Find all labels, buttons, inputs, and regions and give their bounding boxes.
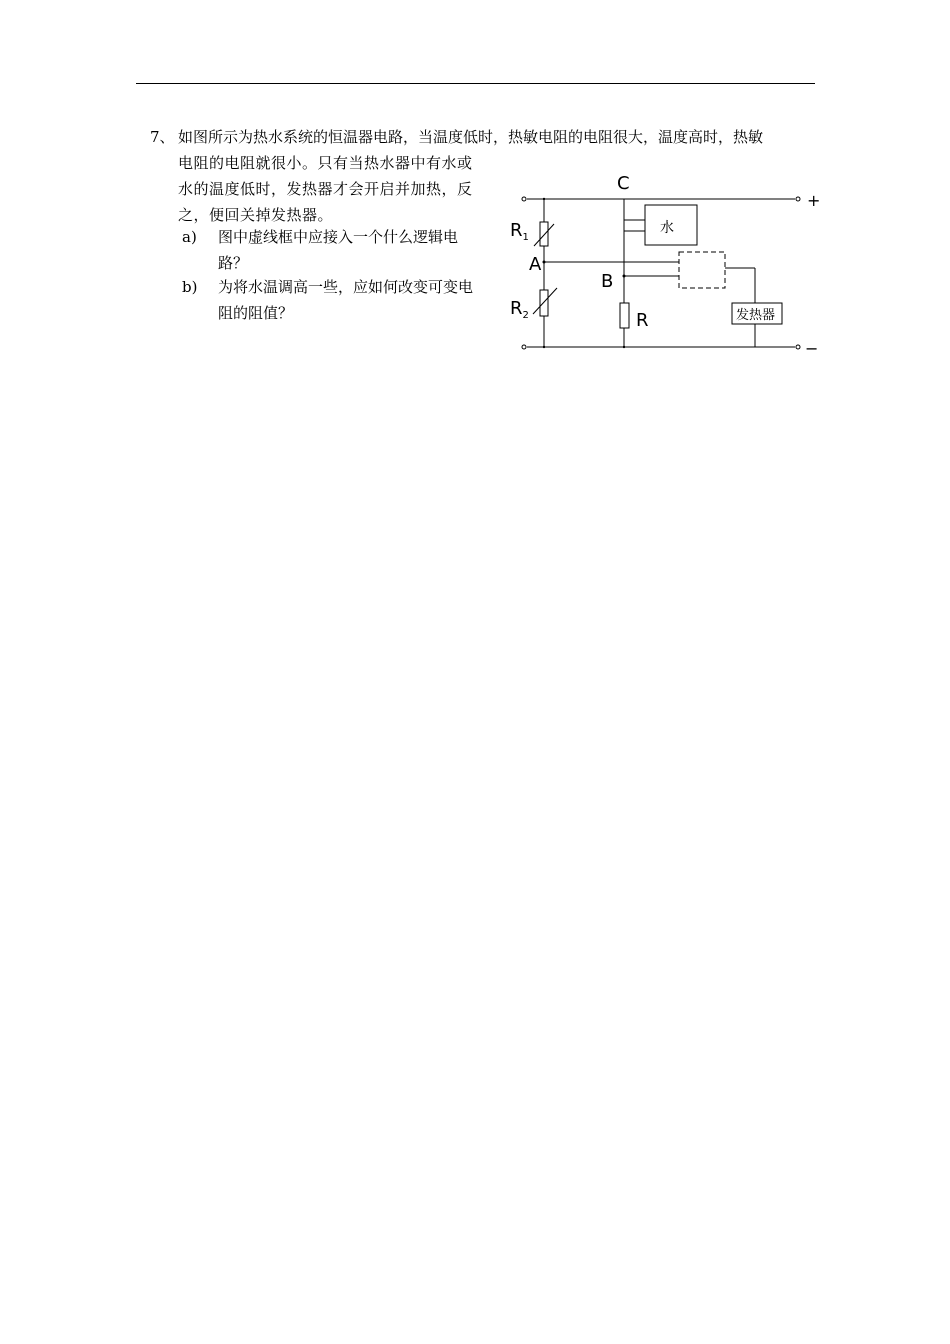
sub-question-b-text: 为将水温调高一些，应如何改变可变电阻的阻值？ bbox=[218, 278, 474, 322]
r2-variable-slash bbox=[533, 288, 557, 314]
r2-label bbox=[510, 298, 529, 321]
r-label: R bbox=[636, 310, 649, 331]
r1-thermistor-slash bbox=[534, 224, 554, 246]
r2-resistor bbox=[540, 290, 548, 316]
heater-box-label: 发热器 bbox=[736, 308, 776, 323]
r-resistor bbox=[620, 303, 629, 328]
thermostat-circuit-diagram bbox=[505, 168, 830, 360]
sub-question-a-text: 图中虚线框中应接入一个什么逻辑电路？ bbox=[218, 228, 459, 272]
r2-label-sub: 2 bbox=[522, 310, 529, 321]
node-a-label: A bbox=[529, 254, 542, 275]
minus-terminal-label: − bbox=[805, 339, 819, 358]
sub-question-b-label: b) bbox=[182, 278, 198, 296]
water-box-label: 水 bbox=[660, 220, 674, 236]
question-intro: 如图所示为热水系统的恒温器电路，当温度低时，热敏电阻的电阻很大，温度高时，热敏 bbox=[178, 128, 764, 146]
node-b-label: B bbox=[601, 271, 614, 292]
header-rule bbox=[136, 83, 815, 84]
r1-label-main: R bbox=[510, 220, 523, 241]
logic-gate-placeholder bbox=[679, 252, 725, 288]
node-a-junction bbox=[543, 261, 546, 264]
junction-bottom-left bbox=[543, 346, 545, 348]
terminal-top-left bbox=[522, 197, 526, 201]
question-number: 7、 bbox=[150, 128, 175, 146]
junction-top-left bbox=[543, 198, 545, 200]
r1-resistor bbox=[540, 222, 548, 246]
junction-bottom-mid bbox=[623, 346, 625, 348]
node-b-junction bbox=[623, 275, 626, 278]
r1-label bbox=[510, 220, 529, 243]
terminal-bottom-left bbox=[522, 345, 526, 349]
question-intro-line bbox=[150, 126, 763, 148]
r2-label-main: R bbox=[510, 298, 523, 319]
node-c-label: C bbox=[617, 173, 630, 194]
sub-question-a-label: a) bbox=[182, 228, 197, 246]
r1-label-sub: 1 bbox=[522, 232, 529, 243]
terminal-bottom-right bbox=[796, 345, 800, 349]
question-body: 电阻的电阻就很小。只有当热水器中有水或水的温度低时，发热器才会开启并加热，反之，便回关掉发热器。 bbox=[178, 154, 473, 224]
plus-terminal-label: + bbox=[807, 191, 821, 210]
terminal-top-right bbox=[796, 197, 800, 201]
